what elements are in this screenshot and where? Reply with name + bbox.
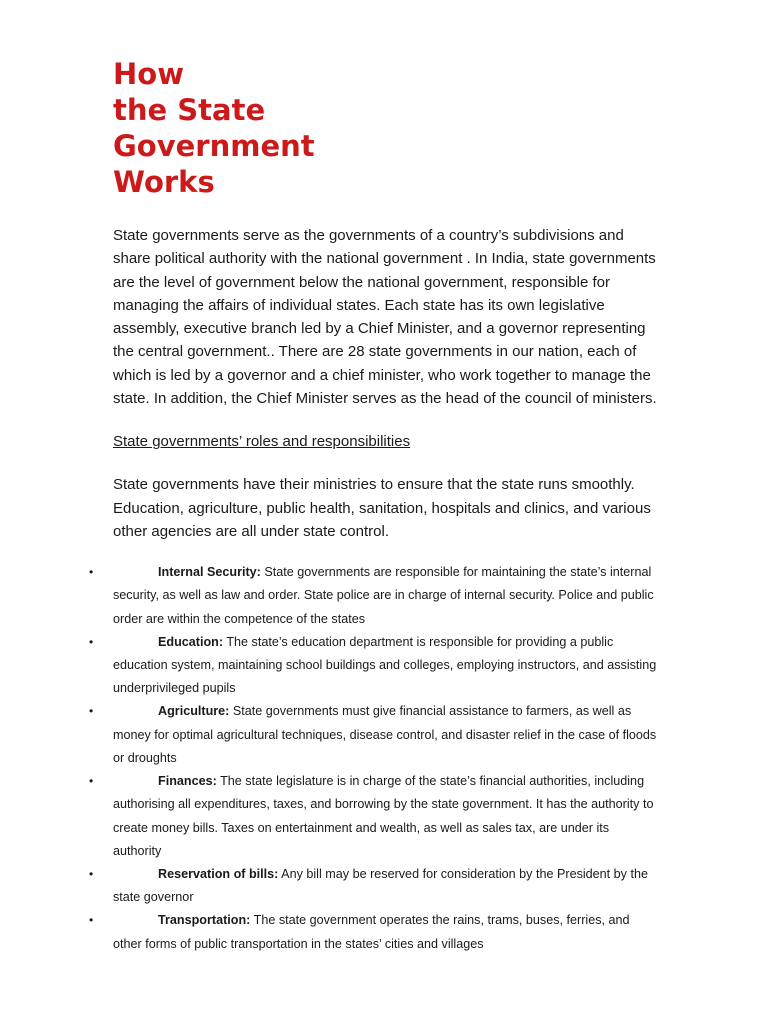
bullet-text: The state government operates the rains, trams, buses, ferries, and other forms of public transportation in the states’ cities and villages <box>113 913 630 951</box>
list-item <box>89 700 658 770</box>
bullet-term: Reservation of bills: <box>158 866 279 881</box>
title-line: the State <box>113 93 266 127</box>
bullet-text: State governments must give financial assistance to farmers, as well as money for optimal agricultural techniques, disease control, and disaster relief in the case of floods or droughts <box>113 704 657 765</box>
list-item <box>89 561 658 631</box>
section-paragraph: State governments have their ministries to ensure that the state runs smoothly. Education, agriculture, public health, sanitation, hospitals and clinics, and various other agencies are all under state control. <box>113 476 651 540</box>
bullet-point: • <box>89 774 94 789</box>
list-item <box>89 631 658 701</box>
bullet-term: Internal Security: <box>158 565 261 580</box>
list-item <box>89 909 658 955</box>
section-heading: State governments’ roles and responsibilities <box>113 433 411 451</box>
bullet-text: Any bill may be reserved for consideration by the President by the state governor <box>113 866 648 905</box>
title-line: Government <box>113 129 315 163</box>
bullet-point: • <box>89 565 94 580</box>
bullet-point: • <box>89 704 94 719</box>
bullet-text: The state’s education department is responsible for providing a public education system, maintaining school buildings and colleges, employing instructors, and assisting underprivileged pupils <box>113 634 657 696</box>
bullet-term: Finances: <box>158 774 217 789</box>
intro-paragraph: State governments serve as the governments of a country’s subdivisions and share political authority with the national government . In India, state governments are the level of government below the national government, responsible for managing the affairs of individual states. Each state has its own legislative assembly, executive branch led by a Chief Minister, and a governor representing the central government.. There are 28 state governments in our nation, each of which is led by a governor and a chief minister, who work together to manage the state. In addition, the Chief Minister serves as the head of the council of ministers. <box>113 227 657 408</box>
list-item <box>89 863 658 909</box>
bullet-text: The state legislature is in charge of the state’s financial authorities, including authorising all expenditures, taxes, and borrowing by the state government. It has the authority to create money bills. Taxes on entertainment and wealth, as well as sales tax, are under its authority <box>113 774 654 858</box>
bullet-point: • <box>89 866 94 881</box>
title-line: Works <box>113 165 215 199</box>
bullet-term: Agriculture: <box>158 704 230 719</box>
bullet-term: Transportation: <box>158 913 251 928</box>
bullet-point: • <box>89 634 94 649</box>
page-title <box>113 56 658 200</box>
list-item <box>89 770 658 863</box>
responsibilities-list <box>89 561 658 955</box>
bullet-term: Education: <box>158 634 224 649</box>
title-line: How <box>113 57 184 91</box>
document-page <box>89 56 658 956</box>
bullet-point: • <box>89 913 94 928</box>
bullet-text: State governments are responsible for maintaining the state’s internal security, as well as law and order. State police are in charge of internal security. Police and public order are within the competence of the states <box>113 565 654 626</box>
